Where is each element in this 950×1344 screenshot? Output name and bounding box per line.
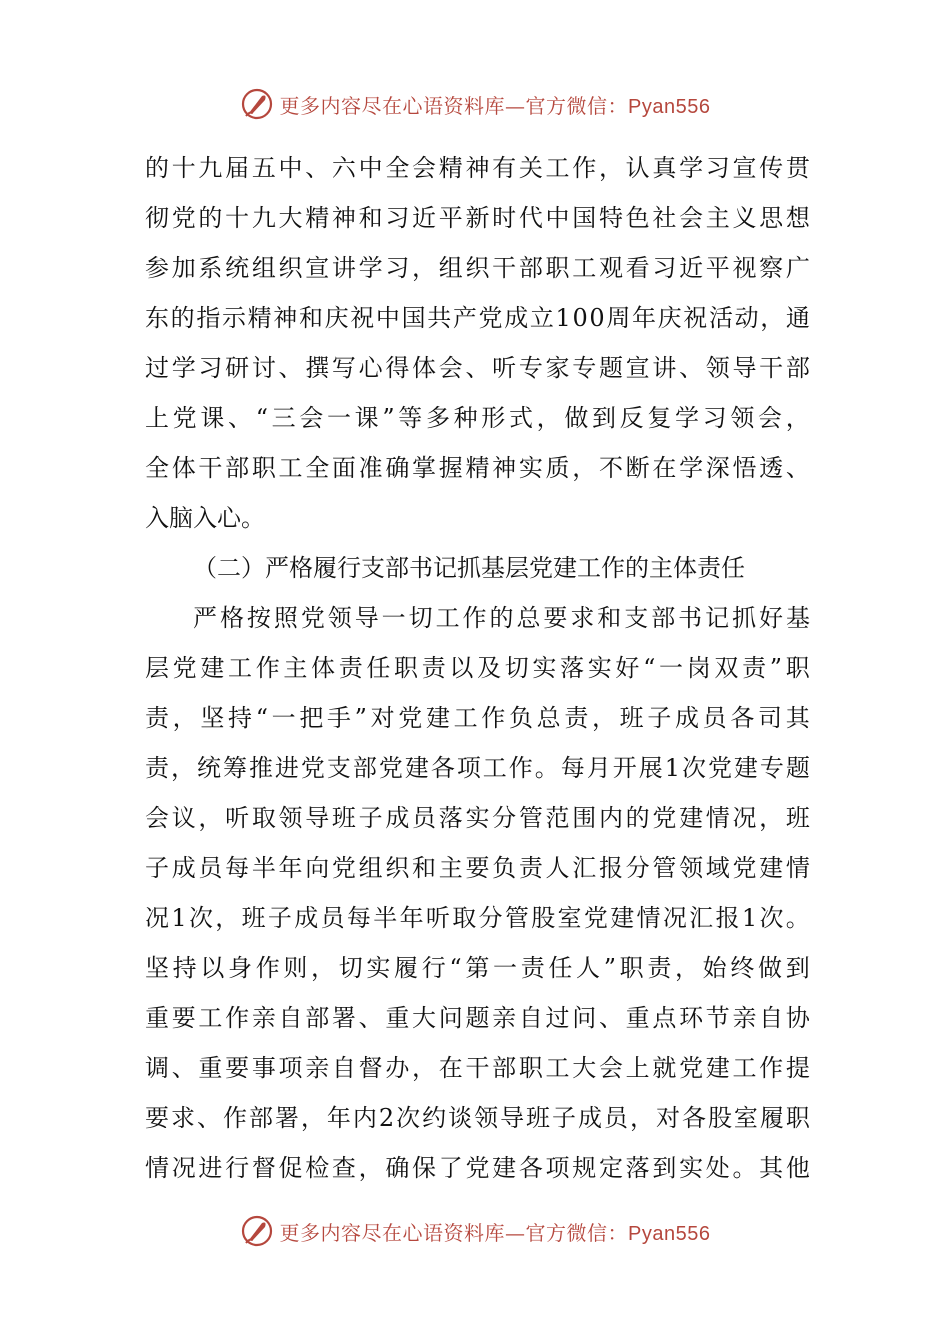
body-line: 会 议 ， 听 取 领 导 班 子 成 员 落 实 分 管 范 围 内 的 党 建 情 况 ， 班: [145, 804, 810, 832]
body-line: 的 十 九 届 五 中 、 六 中 全 会 精 神 有 关 工 作 ， 认 真 学 习 宣 传 贯: [145, 154, 810, 182]
header-banner-main: 更多内容尽在心语资料库—官方微信：: [279, 93, 629, 118]
body-line: 东 的 指 示 精 神 和 庆 祝 中 国 共 产 党 成 立 1 0 0 周 年 庆 祝 活 动 ， 通: [145, 304, 810, 332]
header-banner: [0, 84, 950, 124]
quill-logo-icon: [240, 1214, 274, 1248]
quill-logo-icon: [240, 87, 274, 121]
body-line: 责 ， 坚 持 “ 一 把 手 ” 对 党 建 工 作 负 总 责 ， 班 子 成 员 各 司 其: [145, 704, 810, 732]
body-line: 况 1 次 ， 班 子 成 员 每 半 年 听 取 分 管 股 室 党 建 情 况 汇 报 1 次 。: [145, 904, 810, 932]
body-line: 全 体 干 部 职 工 全 面 准 确 掌 握 精 神 实 质 ， 不 断 在 学 深 悟 透 、: [145, 454, 810, 482]
body-line: 情 况 进 行 督 促 检 查 ， 确 保 了 党 建 各 项 规 定 落 到 实 处 。 其 他: [145, 1154, 810, 1182]
header-banner-text: [280, 90, 711, 119]
body-line: 参 加 系 统 组 织 宣 讲 学 习 ， 组 织 干 部 职 工 观 看 习 近 平 视 察 广: [145, 254, 810, 282]
body-line: 上 党 课 、 “ 三 会 一 课 ” 等 多 种 形 式 ， 做 到 反 复 学 习 领 会 ，: [145, 404, 810, 432]
footer-banner-main: 更多内容尽在心语资料库—官方微信：: [279, 1220, 629, 1245]
body-line: 入脑入心。: [145, 504, 265, 532]
section-heading: （二）严格履行支部书记抓基层党建工作的主体责任: [193, 554, 745, 582]
body-line: 子 成 员 每 半 年 向 党 组 织 和 主 要 负 责 人 汇 报 分 管 领 域 党 建 情: [145, 854, 810, 882]
footer-banner-text: [280, 1217, 711, 1246]
document-body: [145, 143, 810, 1193]
footer-wechat-id: Pyan556: [628, 1222, 711, 1245]
footer-banner: [0, 1211, 950, 1251]
body-line: 层 党 建 工 作 主 体 责 任 职 责 以 及 切 实 落 实 好 “ 一 岗 双 责 ” 职: [145, 654, 810, 682]
body-line: 严 格 按 照 党 领 导 一 切 工 作 的 总 要 求 和 支 部 书 记 抓 好 基: [193, 604, 810, 632]
body-line: 彻 党 的 十 九 大 精 神 和 习 近 平 新 时 代 中 国 特 色 社 会 主 义 思 想: [145, 204, 810, 232]
body-line: 重 要 工 作 亲 自 部 署 、 重 大 问 题 亲 自 过 问 、 重 点 环 节 亲 自 协: [145, 1004, 810, 1032]
body-line: 要 求 、 作 部 署 ， 年 内 2 次 约 谈 领 导 班 子 成 员 ， 对 各 股 室 履 职: [145, 1104, 810, 1132]
body-line: 责 ， 统 筹 推 进 党 支 部 党 建 各 项 工 作 。 每 月 开 展 1 次 党 建 专 题: [145, 754, 810, 782]
body-line: 调 、 重 要 事 项 亲 自 督 办 ， 在 干 部 职 工 大 会 上 就 党 建 工 作 提: [145, 1054, 810, 1082]
header-wechat-id: Pyan556: [628, 95, 711, 118]
body-line: 过 学 习 研 讨 、 撰 写 心 得 体 会 、 听 专 家 专 题 宣 讲 、 领 导 干 部: [145, 354, 810, 382]
body-line: 坚 持 以 身 作 则 ， 切 实 履 行 “ 第 一 责 任 人 ” 职 责 ， 始 终 做 到: [145, 954, 810, 982]
